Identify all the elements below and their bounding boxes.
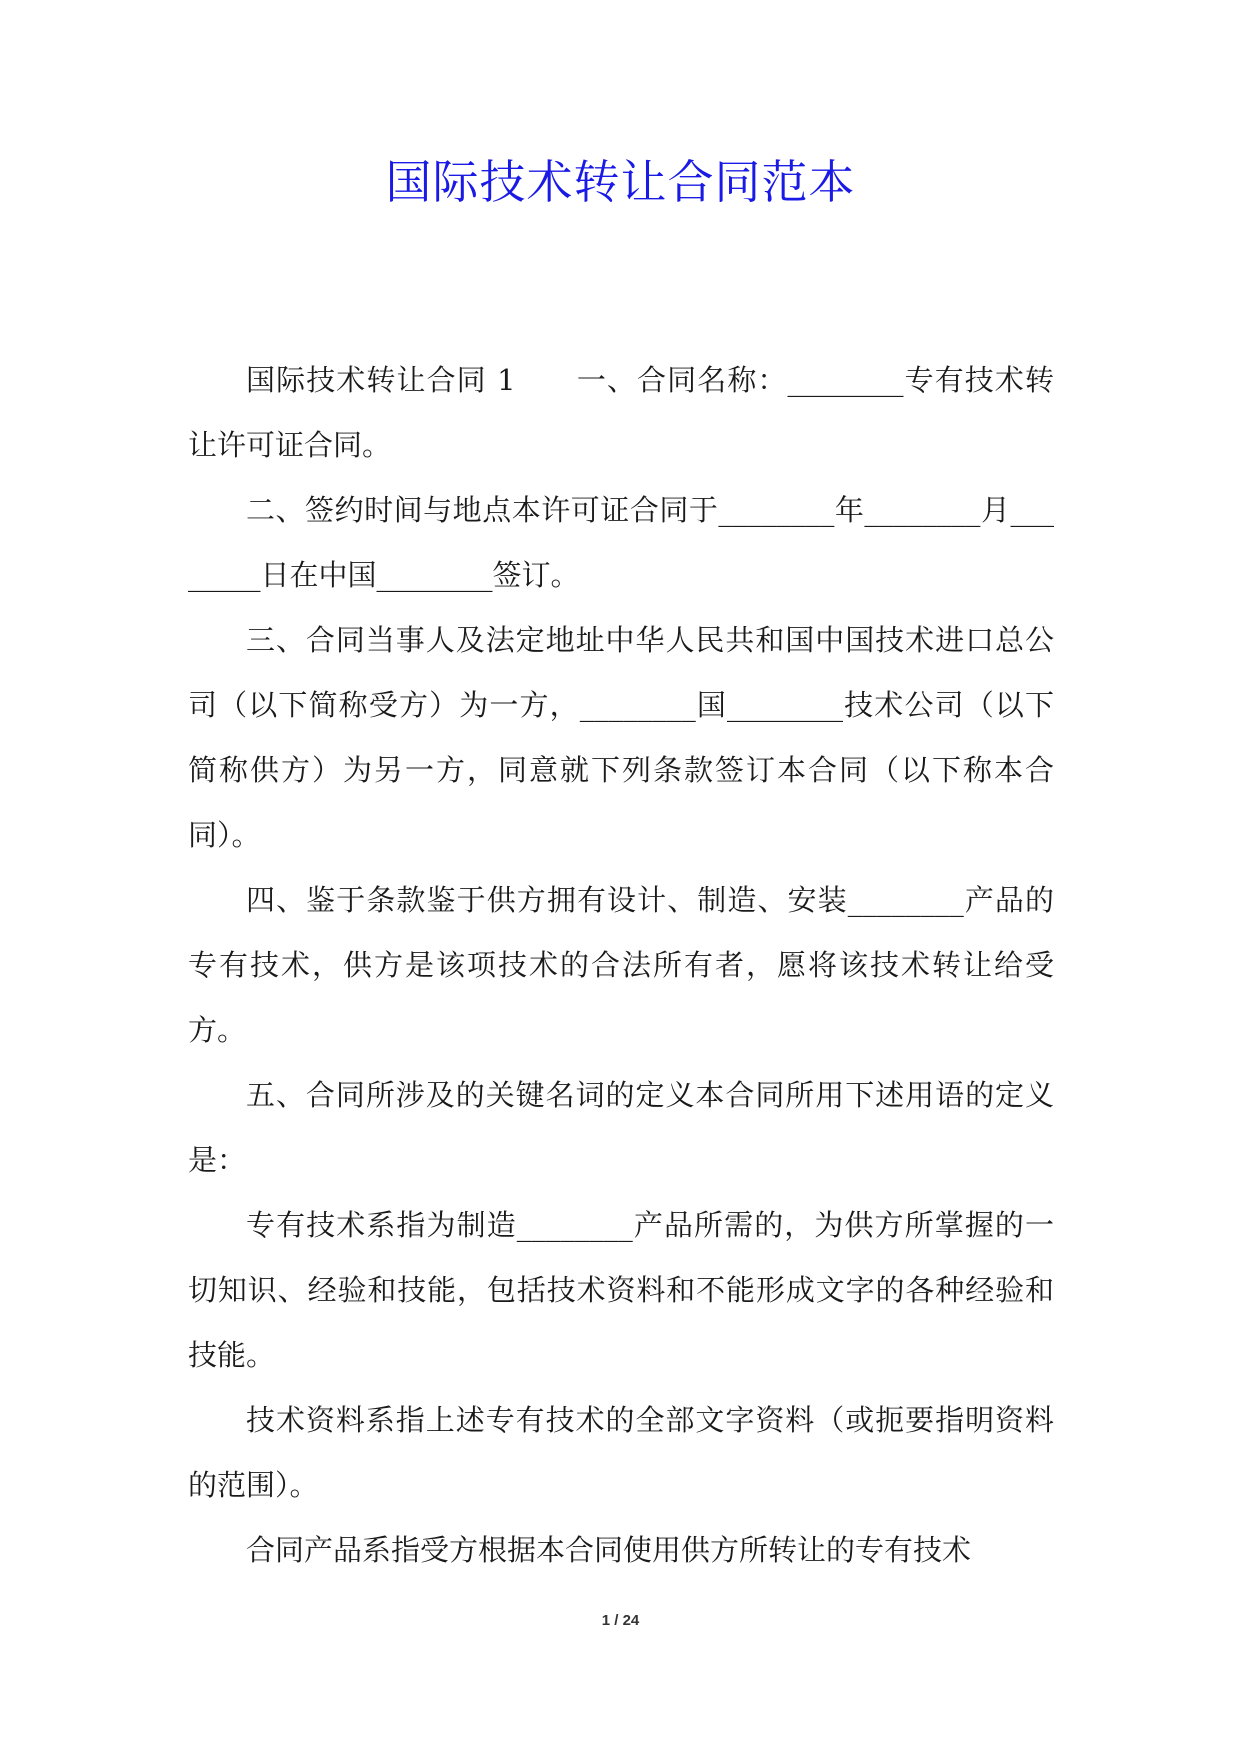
document-body <box>188 348 1054 1583</box>
paragraph: 四、鉴于条款鉴于供方拥有设计、制造、安装________产品的专有技术，供方是该项技术的合法所有者，愿将该技术转让给受方。 <box>188 883 1054 1047</box>
paragraph: 专有技术系指为制造________产品所需的，为供方所掌握的一切知识、经验和技能，包括技术资料和不能形成文字的各种经验和技能。 <box>188 1208 1054 1372</box>
paragraph: 技术资料系指上述专有技术的全部文字资料（或扼要指明资料的范围）。 <box>188 1403 1054 1502</box>
paragraph: 合同产品系指受方根据本合同使用供方所转让的专有技术 <box>246 1533 972 1567</box>
document-title: 国际技术转让合同范本 <box>385 155 856 209</box>
page-number: 1 / 24 <box>601 1612 640 1629</box>
paragraph: 五、合同所涉及的关键名词的定义本合同所用下述用语的定义是： <box>188 1078 1054 1177</box>
paragraph: 二、签约时间与地点本许可证合同于________年________月________日在中国________签订。 <box>188 493 1054 592</box>
paragraph: 国际技术转让合同 1 一、合同名称：________专有技术转让许可证合同。 <box>188 363 1054 462</box>
paragraph: 三、合同当事人及法定地址中华人民共和国中国技术进口总公司（以下简称受方）为一方，________国________技术公司（以下简称供方）为另一方，同意就下列条款签订本合同（以下称本合同）。 <box>188 623 1054 852</box>
